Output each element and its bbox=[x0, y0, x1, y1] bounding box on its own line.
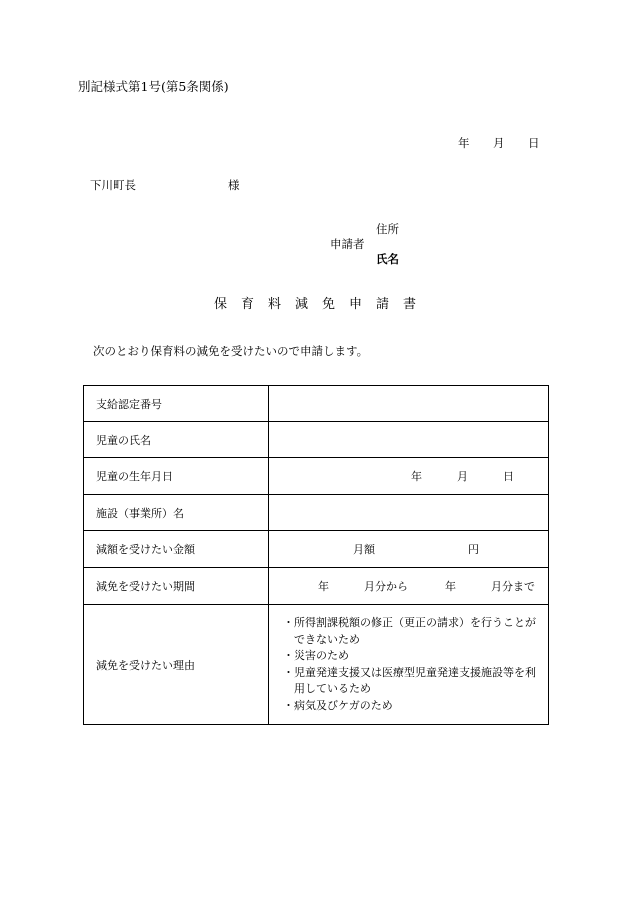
date-month-label: 月 bbox=[493, 136, 505, 150]
reason-item[interactable]: ・災害のため bbox=[283, 649, 349, 662]
reason-item[interactable]: ・児童発達支援又は医療型児童発達支援施設等を利用しているため bbox=[283, 665, 536, 695]
monthly-label: 月額 bbox=[353, 543, 375, 556]
row-label: 減免を受けたい理由 bbox=[84, 605, 269, 725]
row-label: 減額を受けたい金額 bbox=[84, 531, 269, 568]
applicant-label: 申請者 bbox=[330, 237, 365, 251]
row-label: 施設（事業所）名 bbox=[84, 495, 269, 531]
to-year-label: 年 bbox=[445, 580, 456, 593]
to-month-label: 月分まで bbox=[491, 580, 535, 593]
yen-label: 円 bbox=[468, 543, 479, 556]
applicant-name-label: 氏名 bbox=[376, 252, 399, 266]
from-month-label: 月分から bbox=[364, 580, 408, 593]
birth-year-label: 年 bbox=[411, 470, 422, 483]
table-row bbox=[84, 531, 549, 568]
table-row bbox=[84, 495, 549, 531]
facility-name-field[interactable] bbox=[269, 495, 549, 531]
date-day-label: 日 bbox=[528, 136, 540, 150]
certification-number-field[interactable] bbox=[269, 386, 549, 422]
title-char: 保 bbox=[213, 297, 227, 312]
application-table bbox=[83, 385, 549, 725]
intro-text: 次のとおり保育料の減免を受けたいので申請します。 bbox=[93, 344, 369, 358]
form-number-label: 別記様式第1号(第5条関係) bbox=[78, 79, 229, 94]
title-char: 料 bbox=[267, 297, 281, 312]
table-row bbox=[84, 422, 549, 458]
title-char: 減 bbox=[294, 297, 308, 312]
reduction-period-field[interactable] bbox=[269, 568, 549, 605]
reason-item[interactable]: ・所得割課税額の修正（更正の請求）を行うことができないため bbox=[283, 616, 536, 646]
applicant-address-label: 住所 bbox=[376, 222, 399, 236]
row-label: 児童の氏名 bbox=[84, 422, 269, 458]
date-year-label: 年 bbox=[458, 136, 470, 150]
from-year-label: 年 bbox=[318, 580, 329, 593]
title-char: 育 bbox=[240, 297, 254, 312]
row-label: 支給認定番号 bbox=[84, 386, 269, 422]
title-char: 申 bbox=[349, 297, 363, 312]
row-label: 減免を受けたい期間 bbox=[84, 568, 269, 605]
row-label: 児童の生年月日 bbox=[84, 458, 269, 495]
document-title bbox=[0, 298, 630, 311]
addressee-name: 下川町長 bbox=[90, 178, 136, 192]
child-birthdate-field[interactable] bbox=[269, 458, 549, 495]
reason-list bbox=[269, 615, 548, 714]
birth-day-label: 日 bbox=[503, 470, 514, 483]
birth-month-label: 月 bbox=[457, 470, 468, 483]
table-row bbox=[84, 605, 549, 725]
reason-item[interactable]: ・病気及びケガのため bbox=[283, 698, 393, 712]
table-row bbox=[84, 458, 549, 495]
reduction-amount-field[interactable] bbox=[269, 531, 549, 568]
table-row bbox=[84, 568, 549, 605]
table-row bbox=[84, 386, 549, 422]
title-char: 書 bbox=[403, 297, 417, 312]
child-name-field[interactable] bbox=[269, 422, 549, 458]
title-char: 免 bbox=[322, 297, 336, 312]
addressee-honorific: 様 bbox=[228, 178, 240, 192]
title-char: 請 bbox=[376, 297, 390, 312]
reduction-reason-field bbox=[269, 605, 549, 725]
